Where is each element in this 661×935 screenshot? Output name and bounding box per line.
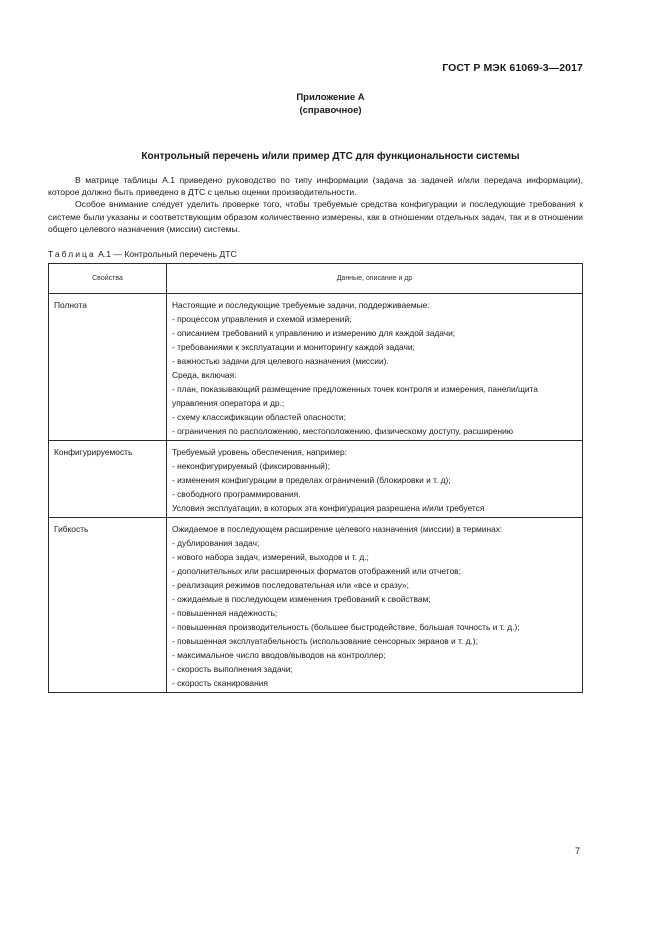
row-property: Полнота: [49, 294, 167, 441]
row-line: - план, показывающий размещение предложенных точек контроля и измерения, панели/щита управления оператора и др.;: [172, 384, 538, 408]
row-line: - скорость сканирования: [172, 678, 268, 688]
row-line: Требуемый уровень обеспечения, например:: [172, 447, 347, 457]
intro-paragraph-1: В матрице таблицы А.1 приведено руководство по типу информации (задача за задачей и/или передача информации), которое должно быть приведено в ДТС с целью оценки производительности.: [48, 175, 583, 198]
row-line: Ожидаемое в последующем расширение целевого назначения (миссии) в терминах:: [172, 524, 503, 534]
row-line: - ожидаемые в последующем изменения требований к свойствам;: [172, 594, 431, 604]
checklist-table: [48, 263, 583, 693]
table-row: [49, 441, 583, 518]
row-line: - нового набора задач, измерений, выходов и т. д.;: [172, 552, 369, 562]
column-header-property: Свойства: [49, 264, 167, 294]
table-row: [49, 518, 583, 693]
page-number: 7: [575, 846, 581, 856]
row-line: Среда, включая:: [172, 370, 237, 380]
row-line: - описанием требований к управлению и измерению для каждой задачи;: [172, 328, 456, 338]
row-data: [167, 441, 583, 518]
row-line: - требованиями к эксплуатации и мониторингу каждой задачи;: [172, 342, 415, 352]
section-title: Контрольный перечень и/или пример ДТС для функциональности системы: [141, 151, 520, 162]
intro-paragraph-2: Особое внимание следует уделить проверке того, чтобы требуемые средства конфигурации и последующие требования к системе были указаны и соответствующим образом количественно измерены, как в отношении отдельных задач, так и в отношении общего целевого назначения (миссии) системы.: [48, 199, 583, 234]
row-line: - повышенная эксплуатабельность (использование сенсорных экранов и т. д.);: [172, 636, 478, 646]
row-data: [167, 294, 583, 441]
row-property: Гибкость: [49, 518, 167, 693]
row-line: - реализация режимов последовательная или «все и сразу»;: [172, 580, 409, 590]
standard-header: ГОСТ Р МЭК 61069-3—2017: [442, 62, 583, 74]
table-row: [49, 294, 583, 441]
row-line: - дублирования задач;: [172, 538, 260, 548]
table-caption-text: А.1 — Контрольный перечень ДТС: [98, 249, 237, 259]
row-line: - изменения конфигурации в пределах ограничений (блокировки и т. д);: [172, 475, 451, 485]
row-line: - скорость выполнения задачи;: [172, 664, 293, 674]
intro-text: [48, 174, 583, 235]
row-line: - дополнительных или расширенных форматов отображений или отчетов;: [172, 566, 461, 576]
row-line: - повышенная производительность (большее быстродействие, большая точность и т. д.);: [172, 622, 520, 632]
row-line: Условия эксплуатации, в которых эта конфигурация разрешена и/или требуется: [172, 503, 485, 513]
row-line: - процессом управления и схемой измерений;: [172, 314, 352, 324]
row-line: - схему классификации областей опасности;: [172, 412, 346, 422]
table-caption: [48, 249, 237, 259]
row-line: - важностью задачи для целевого назначения (миссии).: [172, 356, 389, 366]
appendix-subtitle: (справочное): [299, 105, 362, 116]
row-line: - свободного программирования.: [172, 489, 301, 499]
column-header-data: Данные, описание и др: [167, 264, 583, 294]
appendix-heading: [0, 91, 661, 117]
table-header-row: [49, 264, 583, 294]
row-property: Конфигурируемость: [49, 441, 167, 518]
row-data: [167, 518, 583, 693]
row-line: - максимальное число вводов/выводов на контроллер;: [172, 650, 386, 660]
row-line: - повышенная надежность;: [172, 608, 278, 618]
appendix-title: Приложение А: [296, 92, 365, 103]
row-line: - ограничения по расположению, местоположению, физическому доступу, расширению: [172, 426, 514, 436]
row-line: - неконфигурируемый (фиксированный);: [172, 461, 330, 471]
row-line: Настоящие и последующие требуемые задачи, поддерживаемые:: [172, 300, 430, 310]
table-caption-label: Таблица: [48, 249, 96, 259]
